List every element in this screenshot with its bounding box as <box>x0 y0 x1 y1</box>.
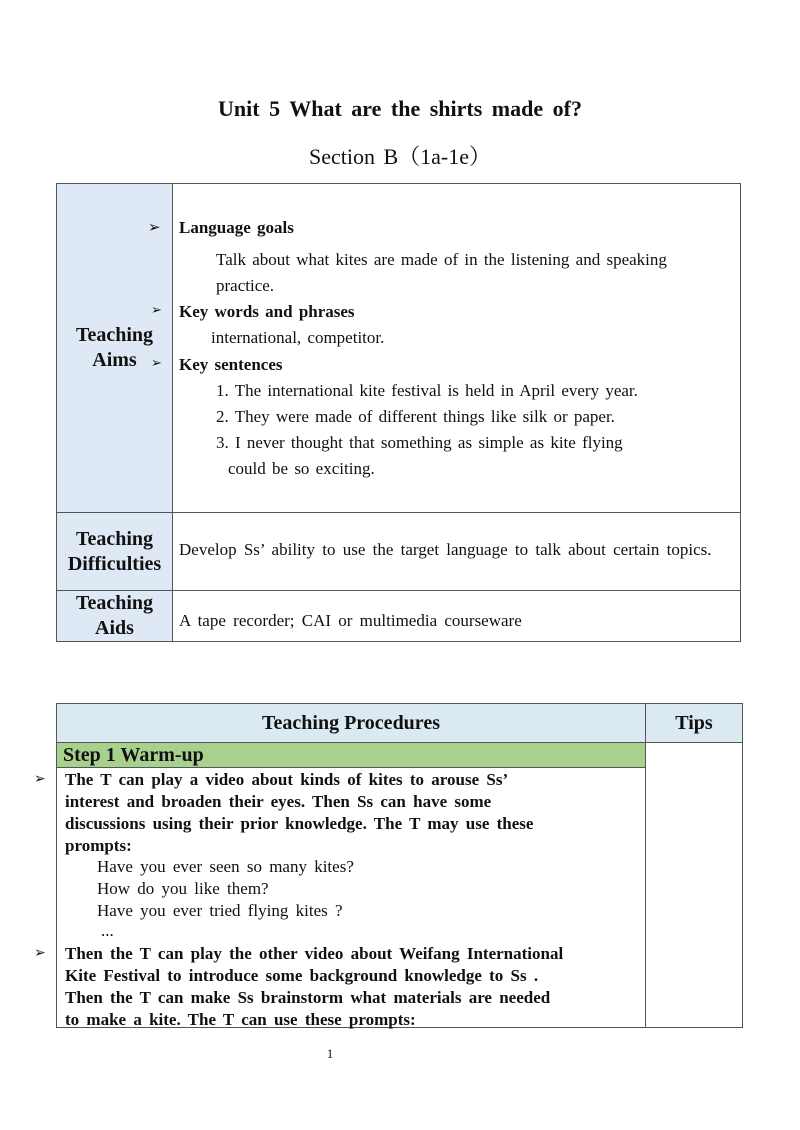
difficulties-label-line1: Teaching <box>75 527 154 550</box>
procedure-content-row <box>57 768 743 1028</box>
prompt-ellipsis: ... <box>101 921 114 940</box>
teaching-aims-content <box>148 184 741 513</box>
procedure-line: to make a kite. The T can use these prompts: <box>65 1010 416 1029</box>
procedure-line: prompts: <box>65 836 132 855</box>
teaching-difficulties-row <box>57 513 741 591</box>
teaching-difficulties-text: Develop Ss’ ability to use the target language to talk about certain topics. <box>173 513 741 591</box>
teaching-difficulties-label <box>57 513 173 591</box>
teaching-aids-content <box>173 591 741 642</box>
procedures-header-row <box>57 704 743 743</box>
language-goals-heading: Language goals <box>179 218 294 237</box>
aims-label-line2: Aims <box>92 349 137 371</box>
key-words-text: international, competitor. <box>211 328 385 347</box>
key-sentence-1: 1. The international kite festival is held in April every year. <box>216 381 638 400</box>
language-goals-text-2: practice. <box>216 276 275 295</box>
arrow-bullet-icon: ➢ <box>148 218 161 236</box>
teaching-aids-row <box>57 591 741 642</box>
key-sentence-2: 2. They were made of different things like silk or paper. <box>216 407 615 426</box>
arrow-bullet-icon: ➢ <box>151 356 162 371</box>
arrow-bullet-icon: ➢ <box>34 945 46 961</box>
procedures-header: Teaching Procedures <box>57 704 646 743</box>
tips-cell <box>646 743 743 1028</box>
aims-label-line1: Teaching <box>75 324 154 346</box>
key-sentence-3b: could be so exciting. <box>228 459 375 478</box>
procedure-line: interest and broaden their eyes. Then Ss can have some <box>65 792 492 811</box>
teaching-aids-text: A tape recorder; CAI or multimedia courseware <box>179 611 522 630</box>
procedure-line: discussions using their prior knowledge. The T may use these <box>65 814 534 833</box>
page-subtitle: Section B（1a-1e） <box>308 144 492 169</box>
difficulties-label-line2: Difficulties <box>67 552 162 575</box>
prompt-question: How do you like them? <box>97 879 269 898</box>
arrow-bullet-icon: ➢ <box>151 303 162 318</box>
teaching-procedures-table <box>34 703 743 1029</box>
teaching-info-table <box>56 183 741 642</box>
page-title: Unit 5 What are the shirts made of? <box>218 96 582 121</box>
procedure-line: Then the T can play the other video about Weifang International <box>65 944 564 963</box>
teaching-aids-label <box>57 591 173 642</box>
key-sentence-3a: 3. I never thought that something as simple as kite flying <box>216 433 623 452</box>
arrow-bullet-icon: ➢ <box>34 771 46 787</box>
step-row <box>57 743 743 768</box>
procedure-line: Then the T can make Ss brainstorm what materials are needed <box>65 988 551 1007</box>
key-words-heading: Key words and phrases <box>179 302 355 321</box>
aids-label-line2: Aids <box>95 617 134 639</box>
procedure-line: Kite Festival to introduce some background knowledge to Ss . <box>65 966 539 985</box>
page-number: 1 <box>326 1046 334 1061</box>
step-title: Step 1 Warm-up <box>57 743 646 768</box>
procedure-content <box>34 768 646 1029</box>
teaching-aims-row <box>57 184 741 513</box>
prompt-question: Have you ever seen so many kites? <box>97 857 354 876</box>
aids-label-line1: Teaching <box>75 592 154 614</box>
prompt-question: Have you ever tried flying kites ? <box>97 901 343 920</box>
procedure-line: The T can play a video about kinds of kites to arouse Ss’ <box>65 770 509 789</box>
key-sentences-heading: Key sentences <box>179 355 283 374</box>
tips-header: Tips <box>646 704 743 743</box>
language-goals-text-1: Talk about what kites are made of in the listening and speaking <box>216 250 667 269</box>
